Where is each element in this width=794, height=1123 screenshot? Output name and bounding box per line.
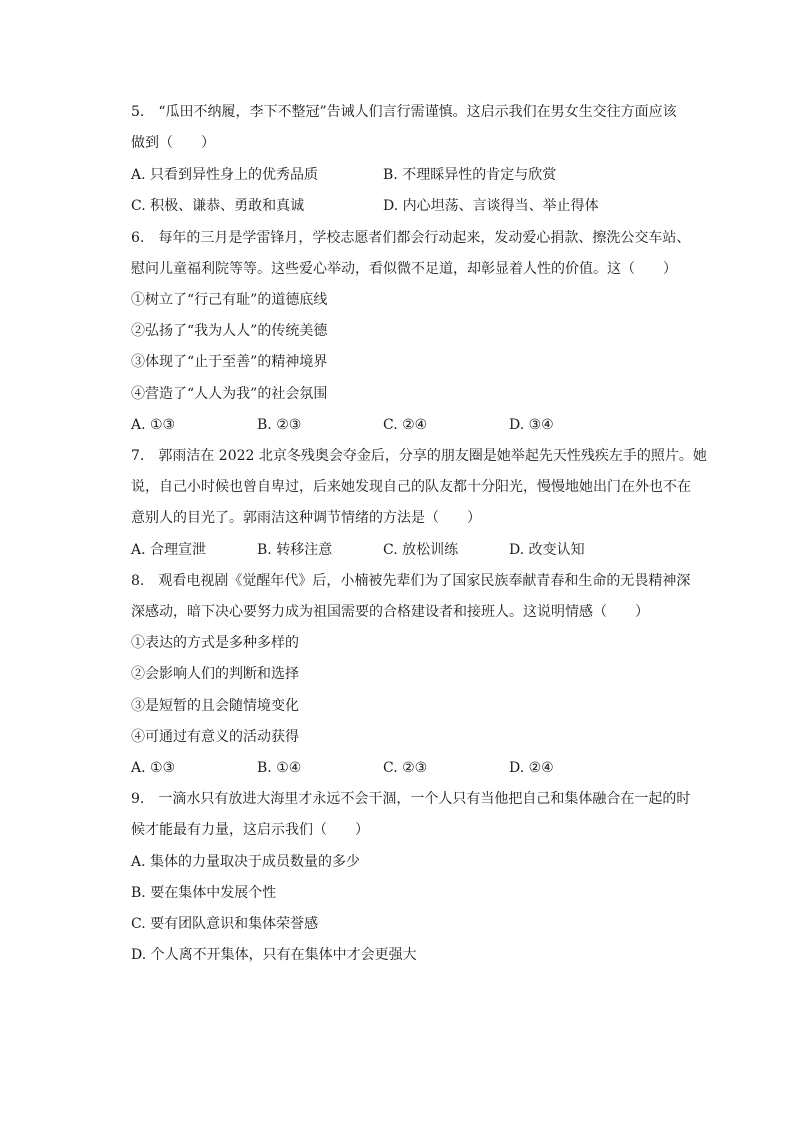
q5-option-b: B. 不理睬异性的肯定与欣赏 [383,167,557,183]
q6-statement-4: ④营造了“人人为我”的社会氛围 [131,386,328,402]
q6-stem-line-2: 慰问儿童福利院等等。这些爱心举动，看似微不足道，却彰显着人性的价值。这（ ） [131,261,677,277]
q7-option-c: C. 放松训练 [383,542,459,558]
q7-option-a: A. 合理宣泄 [131,542,207,558]
q8-option-b: B. ①④ [257,760,302,776]
q8-option-d: D. ②④ [509,760,554,776]
q9-stem-line-2: 候才能最有力量，这启示我们（ ） [131,822,369,838]
q7-stem-line-2: 说，自己小时候也曾自卑过，后来她发现自己的队友都十分阳光，慢慢地她出门在外也不在 [131,479,691,495]
q7-option-b: B. 转移注意 [257,542,333,558]
q8-statement-1: ①表达的方式是多种多样的 [131,635,299,651]
q5-option-c: C. 积极、谦恭、勇敢和真诚 [131,198,305,214]
q6-option-d: D. ③④ [509,417,554,433]
q5-stem-line-1: 5. “瓜田不纳履，李下不整冠”告诫人们言行需谨慎。这启示我们在男女生交往方面应该 [131,104,677,120]
q6-option-c: C. ②④ [383,417,428,433]
q8-statement-2: ②会影响人们的判断和选择 [131,666,299,682]
q8-statement-3: ③是短暂的且会随情境变化 [131,698,299,714]
q7-option-d: D. 改变认知 [509,542,585,558]
q9-option-a: A. 集体的力量取决于成员数量的多少 [131,854,361,870]
q6-statement-3: ③体现了“止于至善”的精神境界 [131,354,328,370]
q7-stem-line-3: 意别人的目光了。郭雨洁这种调节情绪的方法是（ ） [131,510,481,526]
q9-option-d: D. 个人离不开集体，只有在集体中才会更强大 [131,947,417,963]
q5-option-d: D. 内心坦荡、言谈得当、举止得体 [383,198,599,214]
q6-option-b: B. ②③ [257,417,302,433]
q5-stem-line-2: 做到（ ） [131,135,215,151]
q8-stem-line-2: 深感动，暗下决心要努力成为祖国需要的合格建设者和接班人。这说明情感（ ） [131,604,649,620]
q8-statement-4: ④可通过有意义的活动获得 [131,729,299,745]
q6-option-a: A. ①③ [131,417,176,433]
q9-option-c: C. 要有团队意识和集体荣誉感 [131,916,319,932]
q8-option-a: A. ①③ [131,760,176,776]
q8-stem-line-1: 8. 观看电视剧《觉醒年代》后，小楠被先辈们为了国家民族奉献青春和生命的无畏精神深 [131,573,691,589]
q5-option-a: A. 只看到异性身上的优秀品质 [131,167,319,183]
q8-option-c: C. ②③ [383,760,428,776]
q9-stem-line-1: 9. 一滴水只有放进大海里才永远不会干涸，一个人只有当他把自己和集体融合在一起的时 [131,791,691,807]
q7-stem-line-1: 7. 郭雨洁在 2022 北京冬残奥会夺金后，分享的朋友圈是她举起先天性残疾左手的照片。她 [131,448,707,464]
q6-statement-2: ②弘扬了“我为人人”的传统美德 [131,323,328,339]
q9-option-b: B. 要在集体中发展个性 [131,885,277,901]
q6-stem-line-1: 6. 每年的三月是学雷锋月，学校志愿者们都会行动起来，发动爱心捐款、擦洗公交车站、 [131,230,691,246]
q6-statement-1: ①树立了“行己有耻”的道德底线 [131,292,328,308]
